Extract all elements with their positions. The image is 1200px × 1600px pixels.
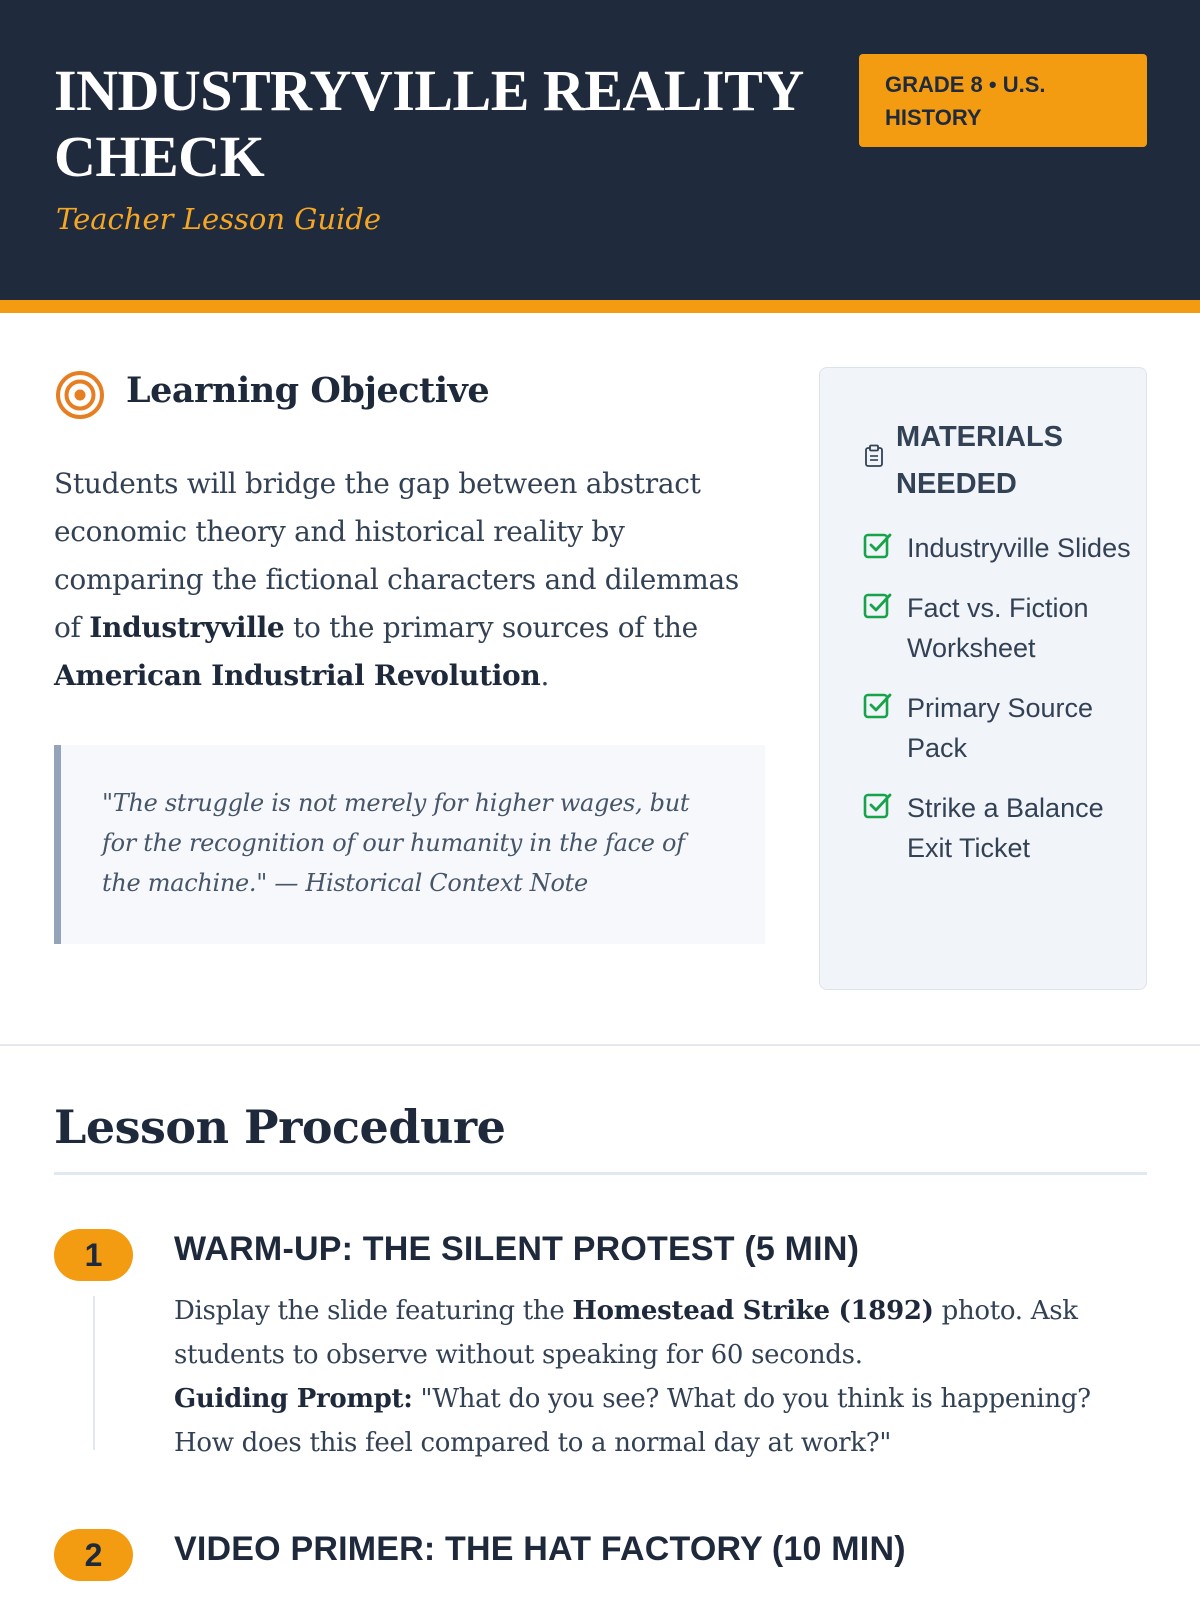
objective-heading: Learning Objective xyxy=(126,370,490,411)
step-description: Display the slide featuring the Homestead Strike (1892) photo. Ask students to observe without speaking for 60 seconds. Guiding Prompt: "What do you see? What do you think is happening? How does this feel compared to a normal day at work?" xyxy=(174,1296,1091,1458)
guiding-prompt-label: Guiding Prompt: xyxy=(174,1384,413,1414)
grade-badge: GRADE 8 • U.S. HISTORY xyxy=(859,54,1147,147)
checkbox-checked-icon xyxy=(863,531,893,561)
material-label: Strike a Balance Exit Ticket xyxy=(907,793,1104,863)
procedure-rule xyxy=(54,1172,1147,1175)
checkbox-checked-icon xyxy=(863,591,893,621)
list-item xyxy=(863,588,1133,668)
list-item xyxy=(863,688,1133,768)
step-title: WARM-UP: THE SILENT PROTEST (5 MIN) xyxy=(174,1230,860,1268)
procedure-heading: Lesson Procedure xyxy=(54,1100,506,1154)
section-divider xyxy=(0,1044,1200,1046)
list-item xyxy=(863,788,1133,868)
checkbox-checked-icon xyxy=(863,791,893,821)
step-number-badge: 2 xyxy=(54,1529,133,1581)
materials-list xyxy=(863,528,1133,888)
clipboard-icon xyxy=(863,444,885,468)
target-icon xyxy=(55,370,105,420)
material-label: Fact vs. Fiction Worksheet xyxy=(907,593,1089,663)
page-subtitle: Teacher Lesson Guide xyxy=(56,202,382,236)
material-label: Primary Source Pack xyxy=(907,693,1094,763)
context-quote: "The struggle is not merely for higher wages, but for the recognition of our humanity in the face of the machine." — Historical Context Note xyxy=(54,745,765,944)
materials-panel xyxy=(819,367,1147,990)
checkbox-checked-icon xyxy=(863,691,893,721)
objective-bold-revolution: American Industrial Revolution xyxy=(54,659,541,692)
step-connector xyxy=(93,1296,95,1450)
step-bold-homestead: Homestead Strike (1892) xyxy=(572,1296,934,1326)
objective-text: Students will bridge the gap between abstract economic theory and historical reality by comparing the fictional characters and dilemmas of Industryville to the primary sources of the American Industrial Revolution. xyxy=(54,467,739,692)
header-accent-bar xyxy=(0,300,1200,313)
list-item xyxy=(863,528,1133,568)
step-number-badge: 1 xyxy=(54,1229,133,1281)
page-title: INDUSTRYVILLE REALITY CHECK xyxy=(54,58,802,189)
page-header xyxy=(0,0,1200,300)
materials-heading: MATERIALS NEEDED xyxy=(896,421,1064,500)
material-label: Industryville Slides xyxy=(907,533,1131,563)
step-title: VIDEO PRIMER: THE HAT FACTORY (10 MIN) xyxy=(174,1530,906,1568)
objective-bold-industryville: Industryville xyxy=(89,611,285,644)
